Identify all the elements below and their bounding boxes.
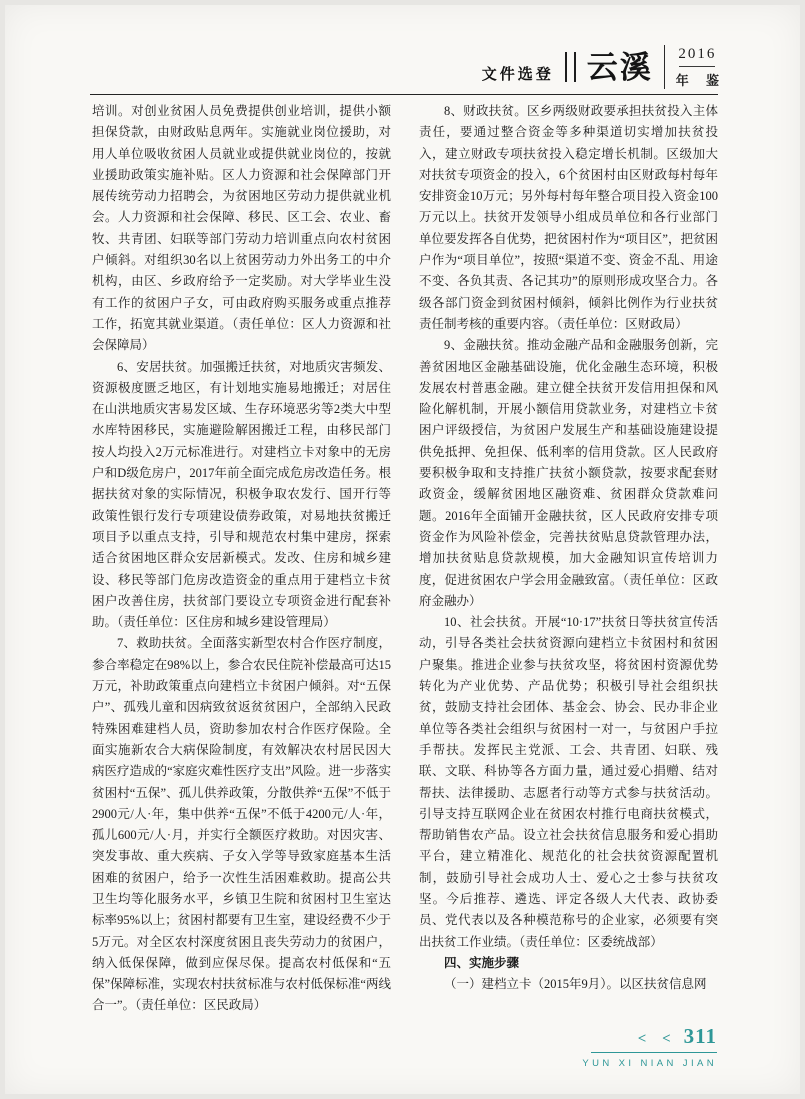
left-column [92,101,391,1026]
section-heading-implementation-steps: 四、实施步骤 [444,955,520,970]
romanized-title: YUN XI NIAN JIAN [582,1058,717,1069]
right-column [419,101,718,1026]
paragraph-item-9-finance: 9、金融扶贫。推动金融产品和金融服务创新，完善贫困地区金融基础设施，优化金融生态环境，积极发展农村普惠金融。建立健全扶贫开发信用担保和风险化解机制，开展小额信用贷款业务，对建档立卡贫困户评级授信，为贫困户发展生产和基础设施建设提供免抵押、免担保、低利率的信用贷款。区人民政府要积极争取和支持推广扶贫小额贷款，按要求配套财政资金，缓解贫困地区融资难、贫困群众贷款难问题。2016年全面铺开金融扶贫，区人民政府安排专项资金作为风险补偿金，完善扶贫贴息贷款管理办法，增加扶贫贴息贷款规模，加大金融知识宣传培训力度，促进贫困农户学会用金融致富。（责任单位：区政府金融办） [419,338,718,608]
paragraph-item-8-fiscal: 8、财政扶贫。区乡两级财政要承担扶贫投入主体责任，要通过整合资金等多种渠道切实增加扶贫投入，建立财政专项扶贫投入稳定增长机制。区级加大对扶贫专项资金的投入，6个贫困村由区财政每村每年安排资金10万元；另外每村每年整合项目投入资金100万元以上。扶贫开发领导小组成员单位和各行业部门单位要发挥各自优势，把贫困村作为“项目区”，把贫困户作为“项目单位”，按照“渠道不变、资金不乱、用途不变、各负其责、各记其功”的原则形成攻坚合力。各级各部门资金到贫困村倾斜，倾斜比例作为行业扶贫责任制考核的重要内容。（责任单位：区财政局） [419,104,718,331]
vertical-divider [664,45,665,89]
double-bar-divider [565,52,576,82]
section-title: 文件选登 [481,67,554,83]
page-footer [577,1024,717,1069]
year-block [675,45,726,89]
page-marker-arrows-icon: < < [637,1031,677,1047]
paragraph-item-10-social: 10、社会扶贫。开展“10·17”扶贫日等扶贫宣传活动，引导各类社会扶贫资源向建档立卡贫困村和贫困户聚集。推进企业参与扶贫攻坚，将贫困村资源优势转化为产业优势、产品优势；积极引导社会组织扶贫，鼓励支持社会团体、基金会、协会、民办非企业单位等各类社会组织与贫困村一对一，与贫困户手拉手帮扶。发挥民主党派、工会、共青团、妇联、残联、文联、科协等各方面力量，通过爱心捐赠、结对帮扶、法律援助、志愿者行动等方式参与扶贫活动。引导支持互联网企业在贫困农村推行电商扶贫模式，帮助销售农产品。设立社会扶贫信息服务和爱心捐助平台，建立精准化、规范化的社会扶贫资源配置机制，鼓励引导社会成功人士、爱心之士参与扶贫攻坚。今后推荐、遴选、评定各级人大代表、政协委员、党代表以及各种模范称号的企业家，必须要有突出扶贫工作业绩。（责任单位：区委统战部） [419,615,718,949]
page-number: 311 [683,1024,717,1048]
brand-title: 云溪 [586,49,653,85]
paragraph-step-1-registration: （一）建档立卡（2015年9月）。以区扶贫信息网 [444,977,707,992]
paragraph-item-7-relief: 7、救助扶贫。全面落实新型农村合作医疗制度，参合率稳定在98%以上，参合农民住院补偿最高可达15万元，补助政策重点向建档立卡贫困户倾斜。对“五保户”、孤残儿童和因病致贫返贫贫困户，全部纳入民政特殊困难建档人员，资助参加农村合作医疗保险。全面实施新农合大病保险制度，有效解决农村居民因大病医疗造成的“家庭灾难性医疗支出”风险。进一步落实贫困村“五保”、孤儿供养政策，分散供养“五保”不低于2900元/人·年，集中供养“五保”不低于4200元/人·年，孤儿600元/人·月，并实行全额医疗救助。对因灾害、突发事故、重大疾病、子女入学等导致家庭基本生活困难的贫困户，给予一次性生活困难救助。提高公共卫生均等化服务水平，乡镇卫生院和贫困村卫生室达标率95%以上；贫困村都要有卫生室，建设经费不少于5万元。对全区农村深度贫困且丧失劳动力的贫困户，纳入低保保障，做到应保尽保。提高农村低保和“五保”保障标准，实现农村扶贫标准与农村低保标准“两线合一”。（责任单位：区民政局） [92,636,391,1013]
header-rule [90,94,718,95]
year-divider [679,66,715,67]
year-label: 2016 [678,45,717,62]
year-suffix-label: 年 鉴 [675,72,726,88]
paragraph-continuation: 培训。对创业贫困人员免费提供创业培训，提供小额担保贷款，由财政贴息两年。实施就业岗位援助，对用人单位吸收贫困人员就业或提供就业岗位的，按就业援助政策实施补贴。区人力资源和社会保障部门开展传统劳动力招聘会，为贫困地区劳动力提供就业机会。人力资源和社会保障、移民、区工会、农业、畜牧、共青团、妇联等部门劳动力培训重点向农村贫困户倾斜。对组织30名以上贫困劳动力外出务工的中介机构，由区、乡政府给予一定奖励。对大学毕业生没有工作的贫困户子女，可由政府购买服务或重点推荐工作，拓宽其就业渠道。（责任单位：区人力资源和社会保障局） [92,104,391,353]
page-content [92,101,718,1026]
footer-rule [591,1052,717,1053]
paragraph-item-6-housing: 6、安居扶贫。加强搬迁扶贫，对地质灾害频发、资源极度匮乏地区，有计划地实施易地搬迁；对居住在山洪地质灾害易发区域、生存环境恶劣等2类大中型水库特困移民，实施避险解困搬迁工程，由移民部门按人均投入2万元标准进行。对建档立卡对象中的无房户和D级危房户，2017年前全面完成危房改造任务。根据扶贫对象的实际情况，积极争取农发行、国开行等政策性银行发行专项建设债券政策，对易地扶贫搬迁项目予以重点支持，引导和规范农村集中建房，探索适合贫困地区群众安居新模式。发改、住房和城乡建设、移民等部门危房改造资金的重点用于建档立卡贫困户改善住房，扶贫部门要设立专项资金进行配套补助。（责任单位：区住房和城乡建设管理局） [92,359,391,630]
page-header [481,44,726,90]
page-marker [577,1024,717,1049]
